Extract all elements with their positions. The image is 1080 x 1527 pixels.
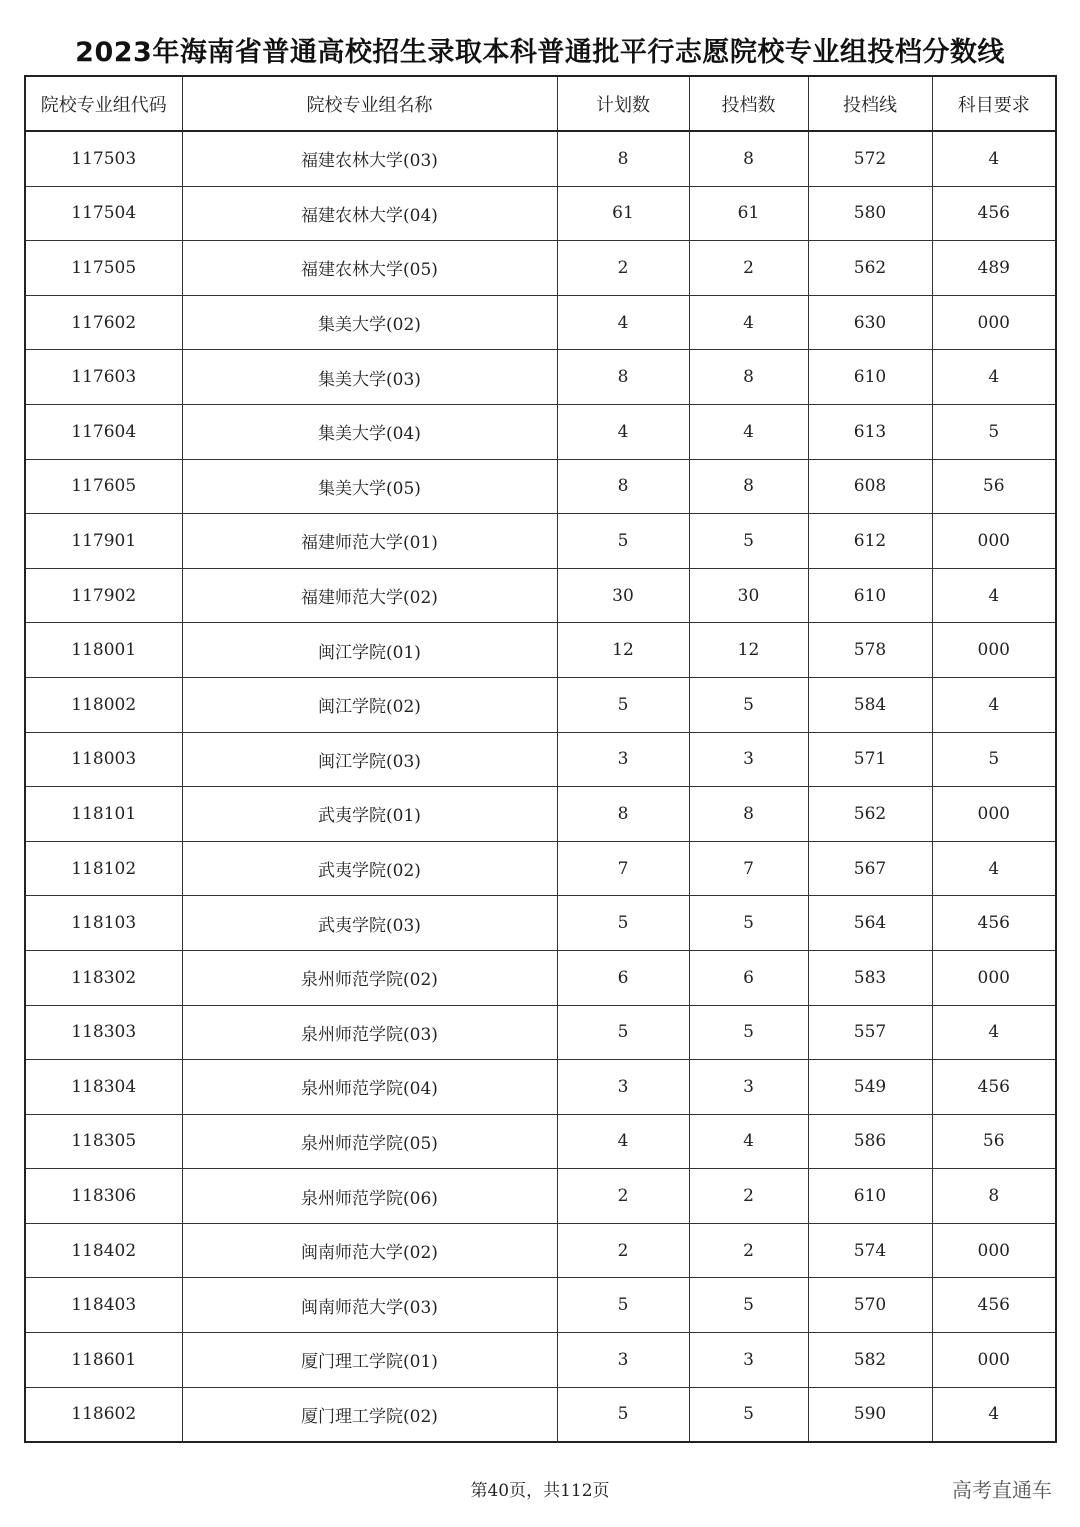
cell-subject-requirement: 000 [932,514,1056,569]
cell-plan-count: 30 [557,568,689,623]
cell-subject-requirement: 5 [932,404,1056,459]
cell-plan-count: 61 [557,186,689,241]
cell-subject-requirement: 8 [932,1169,1056,1224]
cell-subject-requirement: 000 [932,295,1056,350]
cell-group-name: 集美大学(02) [182,295,557,350]
cell-cutoff-score: 590 [808,1387,932,1442]
cell-group-code: 118304 [25,1060,182,1115]
cell-admitted-count: 8 [689,787,808,842]
header-plan-count: 计划数 [557,76,689,131]
cell-group-name: 闽南师范大学(02) [182,1223,557,1278]
cell-cutoff-score: 578 [808,623,932,678]
cell-group-code: 118306 [25,1169,182,1224]
cell-admitted-count: 4 [689,404,808,459]
cell-admitted-count: 4 [689,295,808,350]
table-row [25,896,1056,951]
cell-subject-requirement: 489 [932,241,1056,296]
cell-admitted-count: 12 [689,623,808,678]
cell-group-name: 泉州师范学院(06) [182,1169,557,1224]
cell-admitted-count: 3 [689,1060,808,1115]
cell-plan-count: 2 [557,241,689,296]
table-row [25,1114,1056,1169]
cell-group-name: 闽江学院(03) [182,732,557,787]
cell-group-name: 厦门理工学院(02) [182,1387,557,1442]
cell-subject-requirement: 000 [932,1333,1056,1388]
cell-admitted-count: 5 [689,677,808,732]
cell-admitted-count: 2 [689,1223,808,1278]
table-row [25,1169,1056,1224]
cell-admitted-count: 2 [689,1169,808,1224]
cell-group-code: 118602 [25,1387,182,1442]
cell-admitted-count: 5 [689,1278,808,1333]
cell-subject-requirement: 4 [932,1005,1056,1060]
cell-admitted-count: 8 [689,350,808,405]
cell-plan-count: 2 [557,1169,689,1224]
cell-plan-count: 5 [557,896,689,951]
cell-plan-count: 4 [557,1114,689,1169]
header-subject-requirement: 科目要求 [932,76,1056,131]
cell-subject-requirement: 4 [932,1387,1056,1442]
cell-cutoff-score: 562 [808,241,932,296]
cell-group-code: 118305 [25,1114,182,1169]
cell-admitted-count: 3 [689,732,808,787]
cell-subject-requirement: 456 [932,896,1056,951]
cell-group-code: 117902 [25,568,182,623]
cell-group-code: 117602 [25,295,182,350]
table-row [25,1387,1056,1442]
cell-cutoff-score: 584 [808,677,932,732]
cell-admitted-count: 2 [689,241,808,296]
cell-admitted-count: 5 [689,1387,808,1442]
cell-admitted-count: 8 [689,131,808,186]
cell-group-name: 福建农林大学(03) [182,131,557,186]
cell-cutoff-score: 574 [808,1223,932,1278]
table-row [25,950,1056,1005]
cell-group-name: 集美大学(04) [182,404,557,459]
cell-cutoff-score: 610 [808,568,932,623]
cell-plan-count: 3 [557,1060,689,1115]
table-row [25,1333,1056,1388]
cell-cutoff-score: 608 [808,459,932,514]
cell-group-name: 泉州师范学院(02) [182,950,557,1005]
cell-cutoff-score: 582 [808,1333,932,1388]
cell-group-code: 117505 [25,241,182,296]
cell-group-code: 117604 [25,404,182,459]
cell-plan-count: 5 [557,677,689,732]
cell-plan-count: 8 [557,350,689,405]
table-row [25,732,1056,787]
table-row [25,131,1056,186]
cell-group-code: 118003 [25,732,182,787]
cell-plan-count: 8 [557,459,689,514]
table-row [25,350,1056,405]
cell-group-code: 118302 [25,950,182,1005]
cell-cutoff-score: 570 [808,1278,932,1333]
cell-plan-count: 5 [557,1005,689,1060]
cell-plan-count: 3 [557,732,689,787]
cell-subject-requirement: 4 [932,568,1056,623]
table-row [25,514,1056,569]
cell-group-code: 118601 [25,1333,182,1388]
watermark: 高考直通车 [952,1478,1052,1502]
cell-group-name: 泉州师范学院(04) [182,1060,557,1115]
cell-group-code: 117901 [25,514,182,569]
table-row [25,241,1056,296]
cell-cutoff-score: 612 [808,514,932,569]
cell-group-name: 集美大学(03) [182,350,557,405]
table-row [25,186,1056,241]
cell-group-name: 福建师范大学(01) [182,514,557,569]
cell-plan-count: 4 [557,404,689,459]
cell-group-name: 闽江学院(01) [182,623,557,678]
cell-cutoff-score: 564 [808,896,932,951]
table-row [25,459,1056,514]
table-row [25,677,1056,732]
table-row [25,295,1056,350]
cell-group-code: 118001 [25,623,182,678]
cell-admitted-count: 30 [689,568,808,623]
cell-group-name: 福建农林大学(04) [182,186,557,241]
cell-subject-requirement: 56 [932,459,1056,514]
cell-plan-count: 5 [557,1387,689,1442]
cell-cutoff-score: 586 [808,1114,932,1169]
cell-admitted-count: 7 [689,841,808,896]
cell-plan-count: 6 [557,950,689,1005]
cell-group-code: 118101 [25,787,182,842]
cell-admitted-count: 6 [689,950,808,1005]
cell-admitted-count: 4 [689,1114,808,1169]
header-admitted-count: 投档数 [689,76,808,131]
header-group-name: 院校专业组名称 [182,76,557,131]
cell-cutoff-score: 572 [808,131,932,186]
cell-subject-requirement: 4 [932,841,1056,896]
cell-group-code: 117605 [25,459,182,514]
cell-cutoff-score: 562 [808,787,932,842]
table-row [25,787,1056,842]
cell-group-code: 118102 [25,841,182,896]
cell-admitted-count: 3 [689,1333,808,1388]
cell-admitted-count: 8 [689,459,808,514]
cell-plan-count: 8 [557,787,689,842]
cell-group-code: 118402 [25,1223,182,1278]
cell-group-name: 武夷学院(01) [182,787,557,842]
cell-plan-count: 3 [557,1333,689,1388]
cell-subject-requirement: 4 [932,131,1056,186]
cell-group-code: 117603 [25,350,182,405]
cell-cutoff-score: 567 [808,841,932,896]
cell-subject-requirement: 56 [932,1114,1056,1169]
cell-cutoff-score: 630 [808,295,932,350]
cell-cutoff-score: 557 [808,1005,932,1060]
cell-admitted-count: 5 [689,1005,808,1060]
cell-group-code: 118303 [25,1005,182,1060]
header-cutoff-score: 投档线 [808,76,932,131]
cell-subject-requirement: 456 [932,186,1056,241]
cell-plan-count: 8 [557,131,689,186]
table-row [25,1005,1056,1060]
cell-cutoff-score: 610 [808,1169,932,1224]
cell-subject-requirement: 000 [932,623,1056,678]
cell-subject-requirement: 456 [932,1060,1056,1115]
cell-group-name: 闽南师范大学(03) [182,1278,557,1333]
cell-cutoff-score: 580 [808,186,932,241]
cell-subject-requirement: 000 [932,1223,1056,1278]
cell-cutoff-score: 610 [808,350,932,405]
cell-group-code: 118403 [25,1278,182,1333]
cell-subject-requirement: 456 [932,1278,1056,1333]
cell-group-name: 武夷学院(03) [182,896,557,951]
cell-group-code: 118002 [25,677,182,732]
table-body [25,131,1056,1442]
table-row [25,1060,1056,1115]
table-row [25,1278,1056,1333]
cell-group-name: 闽江学院(02) [182,677,557,732]
cell-plan-count: 12 [557,623,689,678]
cell-subject-requirement: 4 [932,350,1056,405]
cell-cutoff-score: 549 [808,1060,932,1115]
cell-admitted-count: 5 [689,514,808,569]
table-row [25,1223,1056,1278]
cell-group-name: 福建农林大学(05) [182,241,557,296]
table-header-row [25,76,1056,131]
table-row [25,568,1056,623]
cell-group-code: 118103 [25,896,182,951]
cell-group-name: 福建师范大学(02) [182,568,557,623]
cell-plan-count: 7 [557,841,689,896]
header-group-code: 院校专业组代码 [25,76,182,131]
table-row [25,404,1056,459]
cell-subject-requirement: 4 [932,677,1056,732]
cell-group-name: 泉州师范学院(03) [182,1005,557,1060]
cell-subject-requirement: 000 [932,787,1056,842]
cell-plan-count: 4 [557,295,689,350]
cell-group-code: 117504 [25,186,182,241]
page-title: 2023年海南省普通高校招生录取本科普通批平行志愿院校专业组投档分数线 [75,37,1005,68]
cell-admitted-count: 5 [689,896,808,951]
page-number: 第40页，共112页 [470,1481,610,1501]
table-row [25,841,1056,896]
cell-subject-requirement: 000 [932,950,1056,1005]
cell-cutoff-score: 571 [808,732,932,787]
cell-plan-count: 5 [557,1278,689,1333]
table-row [25,623,1056,678]
cell-plan-count: 5 [557,514,689,569]
cell-cutoff-score: 583 [808,950,932,1005]
cell-admitted-count: 61 [689,186,808,241]
cell-plan-count: 2 [557,1223,689,1278]
cell-cutoff-score: 613 [808,404,932,459]
cell-subject-requirement: 5 [932,732,1056,787]
cell-group-name: 武夷学院(02) [182,841,557,896]
cell-group-code: 117503 [25,131,182,186]
cell-group-name: 泉州师范学院(05) [182,1114,557,1169]
cell-group-name: 厦门理工学院(01) [182,1333,557,1388]
score-table [24,75,1057,1443]
cell-group-name: 集美大学(05) [182,459,557,514]
